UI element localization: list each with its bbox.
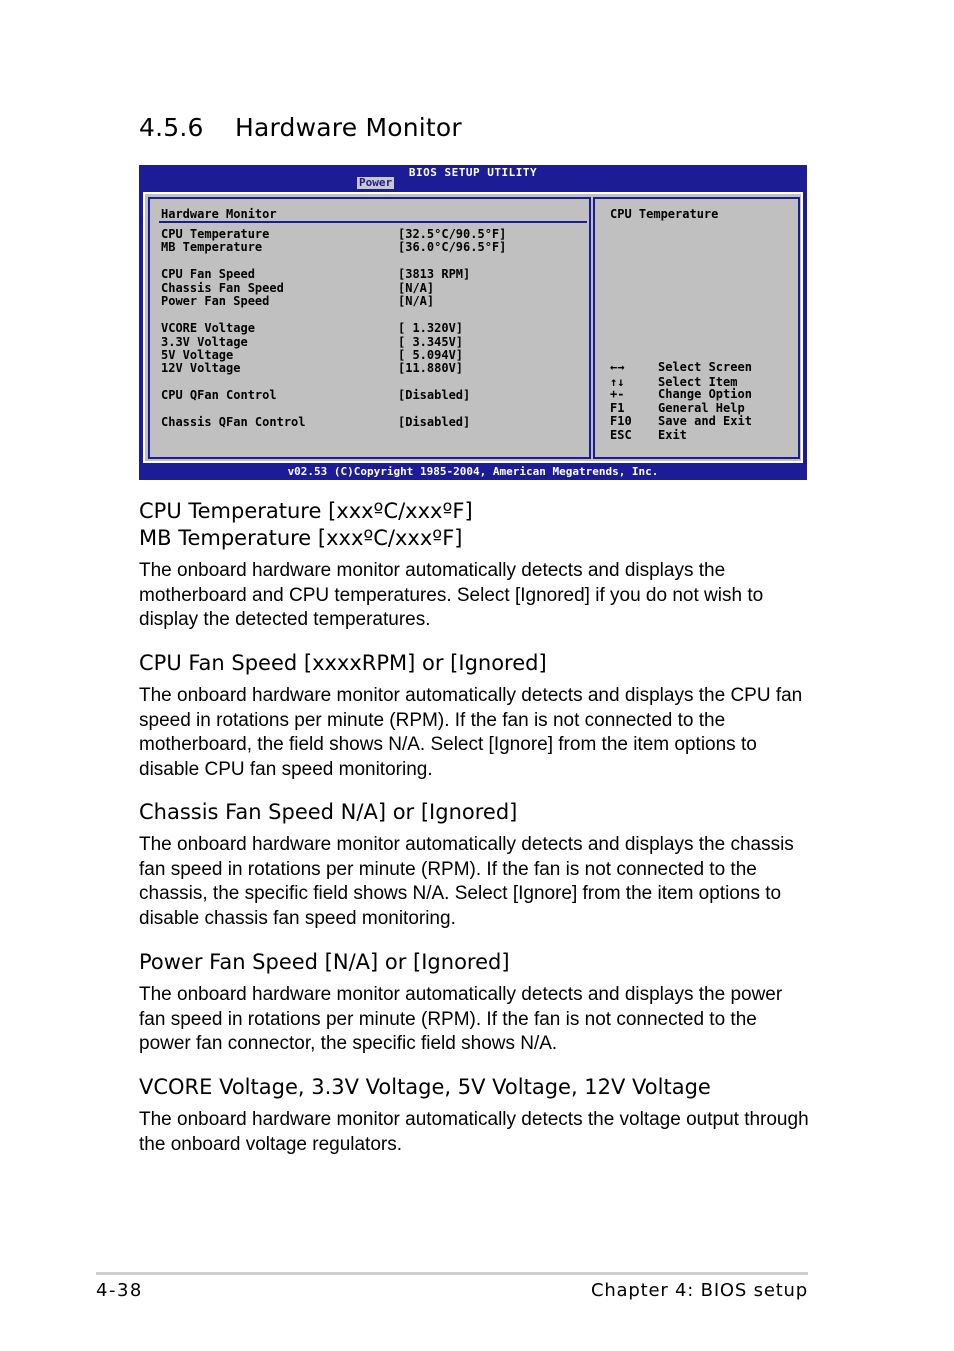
paragraph-cpu-fan-speed: The onboard hardware monitor automatically detects and displays the CPU fan speed in rotations per minute (RPM). If the fan is not connected to the motherboard, the field shows N/A. Select [Ignore] from the item options to disable CPU fan speed monitoring. <box>139 685 803 780</box>
setting-label: 12V Voltage <box>161 361 241 375</box>
heading-chassis-fan-speed: Chassis Fan Speed N/A] or [Ignored] <box>139 800 518 824</box>
setting-vcore-voltage[interactable] <box>161 321 464 335</box>
key-label: ESC <box>610 428 632 442</box>
setting-power-fan-speed[interactable] <box>161 294 435 308</box>
heading-mb-temperature: MB Temperature [xxxºC/xxxºF] <box>139 526 463 550</box>
setting-value: [36.0°C/96.5°F] <box>398 240 507 254</box>
setting-cpu-fan-speed[interactable] <box>161 267 471 281</box>
setting-5v-voltage[interactable] <box>161 348 464 362</box>
setting-cpu-qfan-control[interactable] <box>161 388 471 402</box>
paragraph-chassis-fan-speed: The onboard hardware monitor automatically detects and displays the chassis fan speed in rotations per minute (RPM). If the fan is not connected to the chassis, the specific field shows N/A. Select [Ignore] from the item options to disable chassis fan speed monitoring. <box>139 834 794 929</box>
paragraph-power-fan-speed: The onboard hardware monitor automatically detects and displays the power fan speed in rotations per minute (RPM). If the fan is not connected to the power fan connector, the specific field shows N/A. <box>139 984 783 1054</box>
setting-value: [ 1.320V] <box>398 321 464 335</box>
up-down-arrows-icon: ↑↓ <box>610 375 625 389</box>
setting-mb-temperature[interactable] <box>161 240 507 254</box>
page-number: 4-38 <box>96 1280 143 1301</box>
setting-value: [11.880V] <box>398 361 464 375</box>
key-action: Select Screen <box>658 360 752 374</box>
key-action: Exit <box>658 428 687 442</box>
bios-screen <box>139 165 807 480</box>
setting-3v3-voltage[interactable] <box>161 335 464 349</box>
header-divider <box>159 221 587 223</box>
setting-chassis-fan-speed[interactable] <box>161 281 435 295</box>
setting-label: 3.3V Voltage <box>161 335 248 349</box>
setting-label: Power Fan Speed <box>161 294 270 308</box>
setting-label: Chassis Fan Speed <box>161 281 284 295</box>
setting-value: [32.5°C/90.5°F] <box>398 227 507 241</box>
chapter-title: Chapter 4: BIOS setup <box>590 1280 808 1301</box>
bios-copyright: v02.53 (C)Copyright 1985-2004, American Megatrends, Inc. <box>287 465 659 478</box>
help-pane <box>593 197 800 459</box>
tab-power[interactable]: Power <box>359 176 393 189</box>
setting-12v-voltage[interactable] <box>161 361 464 375</box>
key-hint-exit <box>610 428 687 442</box>
key-hint-select-screen <box>610 360 752 374</box>
setting-label: CPU Fan Speed <box>161 267 255 281</box>
setting-label: Chassis QFan Control <box>161 415 306 429</box>
bios-panel <box>143 192 803 463</box>
setting-chassis-qfan-control[interactable] <box>161 415 471 429</box>
key-action: Change Option <box>658 387 752 401</box>
help-title: CPU Temperature <box>610 207 719 221</box>
key-label: F10 <box>610 414 632 428</box>
setting-label: 5V Voltage <box>161 348 234 362</box>
setting-value: [N/A] <box>398 294 435 308</box>
setting-value: [Disabled] <box>398 388 471 402</box>
section-heading <box>139 113 462 142</box>
paragraph-voltages: The onboard hardware monitor automatically detects the voltage output through the onboard voltage regulators. <box>139 1109 809 1155</box>
heading-power-fan-speed: Power Fan Speed [N/A] or [Ignored] <box>139 950 510 974</box>
bios-title: BIOS SETUP UTILITY <box>408 166 538 179</box>
section-title: Hardware Monitor <box>235 113 462 142</box>
heading-cpu-fan-speed: CPU Fan Speed [xxxxRPM] or [Ignored] <box>139 651 547 675</box>
setting-value: [N/A] <box>398 281 435 295</box>
setting-value: [ 3.345V] <box>398 335 464 349</box>
setting-label: VCORE Voltage <box>161 321 255 335</box>
key-label: +- <box>610 387 625 401</box>
key-action: Select Item <box>658 375 738 389</box>
left-right-arrows-icon: ←→ <box>610 360 625 374</box>
pane-header: Hardware Monitor <box>161 207 277 221</box>
key-action: General Help <box>658 401 745 415</box>
settings-pane <box>148 197 591 459</box>
heading-voltages: VCORE Voltage, 3.3V Voltage, 5V Voltage, 12V Voltage <box>139 1075 711 1099</box>
key-hint-save-exit <box>610 414 752 428</box>
setting-label: MB Temperature <box>161 240 263 254</box>
heading-cpu-temperature: CPU Temperature [xxxºC/xxxºF] <box>139 499 473 523</box>
section-number: 4.5.6 <box>139 113 204 142</box>
key-hint-general-help <box>610 401 745 415</box>
setting-label: CPU Temperature <box>161 227 270 241</box>
key-hint-change-option <box>610 387 752 401</box>
setting-value: [ 5.094V] <box>398 348 464 362</box>
key-action: Save and Exit <box>658 414 752 428</box>
paragraph-temperature: The onboard hardware monitor automatically detects and displays the motherboard and CPU temperatures. Select [Ignored] if you do not wish to display the detected temperatures. <box>139 560 764 630</box>
setting-value: [Disabled] <box>398 415 471 429</box>
footer-divider <box>96 1272 808 1275</box>
setting-value: [3813 RPM] <box>398 267 471 281</box>
setting-cpu-temperature[interactable] <box>161 227 507 241</box>
key-label: F1 <box>610 401 625 415</box>
setting-label: CPU QFan Control <box>161 388 277 402</box>
